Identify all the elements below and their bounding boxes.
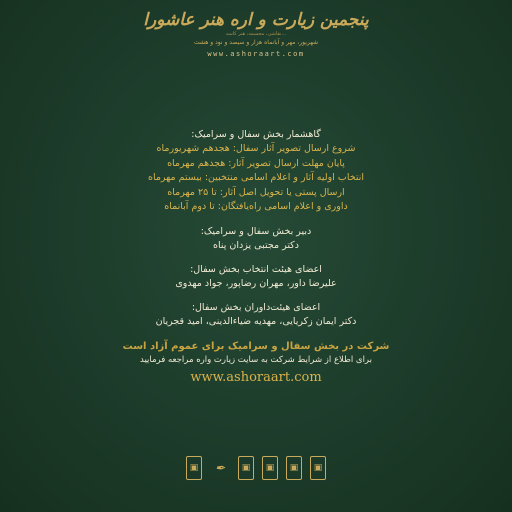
sponsor-emblem-2-icon: ▣ xyxy=(238,456,254,480)
logo-dates: شهریور، مهر و آبانماه هزار و سیصد و نود و هشت xyxy=(193,39,318,46)
festival-logo xyxy=(0,10,512,58)
sponsor-calligraphy-icon: ✒ xyxy=(214,461,226,475)
schedule-line: داوری و اعلام اسامی راه‌یافتگان: تا دوم آبانماه xyxy=(164,201,348,212)
schedule-line: ارسال پستی یا تحویل اصل آثار: تا ۲۵ مهرماه xyxy=(167,186,345,198)
sponsor-emblem-5-icon: ▣ xyxy=(310,456,326,480)
jury-title: اعضای هیئت‌داوران بخش سفال: xyxy=(191,301,321,313)
announcement-body xyxy=(0,128,512,387)
logo-url[interactable]: www.ashoraart.com xyxy=(207,50,305,58)
open-participation-text: شرکت در بخش سفال و سرامیک برای عموم آزاد است xyxy=(122,340,390,352)
schedule-line: انتخاب اولیه آثار و اعلام اسامی منتخبین: بیستم مهرماه xyxy=(147,172,365,183)
sponsor-logos xyxy=(0,456,512,480)
jury-names: دکتر ایمان زکریایی، مهدیه ضیاءالدینی، امید قجریان xyxy=(155,315,357,327)
selection-committee-title: اعضای هیئت انتخاب بخش سفال: xyxy=(190,263,322,275)
secretary-title: دبیر بخش سفال و سرامیک: xyxy=(200,225,312,237)
info-note: برای اطلاع از شرایط شرکت به سایت زیارت واره مراجعه فرمایید xyxy=(140,354,372,365)
sponsor-emblem-1-icon: ▣ xyxy=(186,456,202,480)
sponsor-emblem-4-icon: ▣ xyxy=(286,456,302,480)
schedule-line: شروع ارسال تصویر آثار سفال: هجدهم شهریورماه xyxy=(156,143,356,154)
logo-title: پنجمین زیارت و اره هنر عاشورا xyxy=(143,10,369,30)
website-link[interactable]: www.ashoraart.com xyxy=(190,369,322,385)
secretary-name: دکتر مجتبی یزدان پناه xyxy=(213,239,299,251)
schedule-title: گاهشمار بخش سفال و سرامیک: xyxy=(191,129,321,140)
logo-subtitle: نقاشی، مجسمه، هنر کاسه... xyxy=(225,31,287,37)
selection-committee-names: علیرضا داور، مهران رضاپور، جواد مهدوی xyxy=(175,277,337,289)
schedule-line: پایان مهلت ارسال تصویر آثار: هجدهم مهرماه xyxy=(167,157,345,169)
schedule-list xyxy=(0,142,512,215)
sponsor-emblem-3-icon: ▣ xyxy=(262,456,278,480)
